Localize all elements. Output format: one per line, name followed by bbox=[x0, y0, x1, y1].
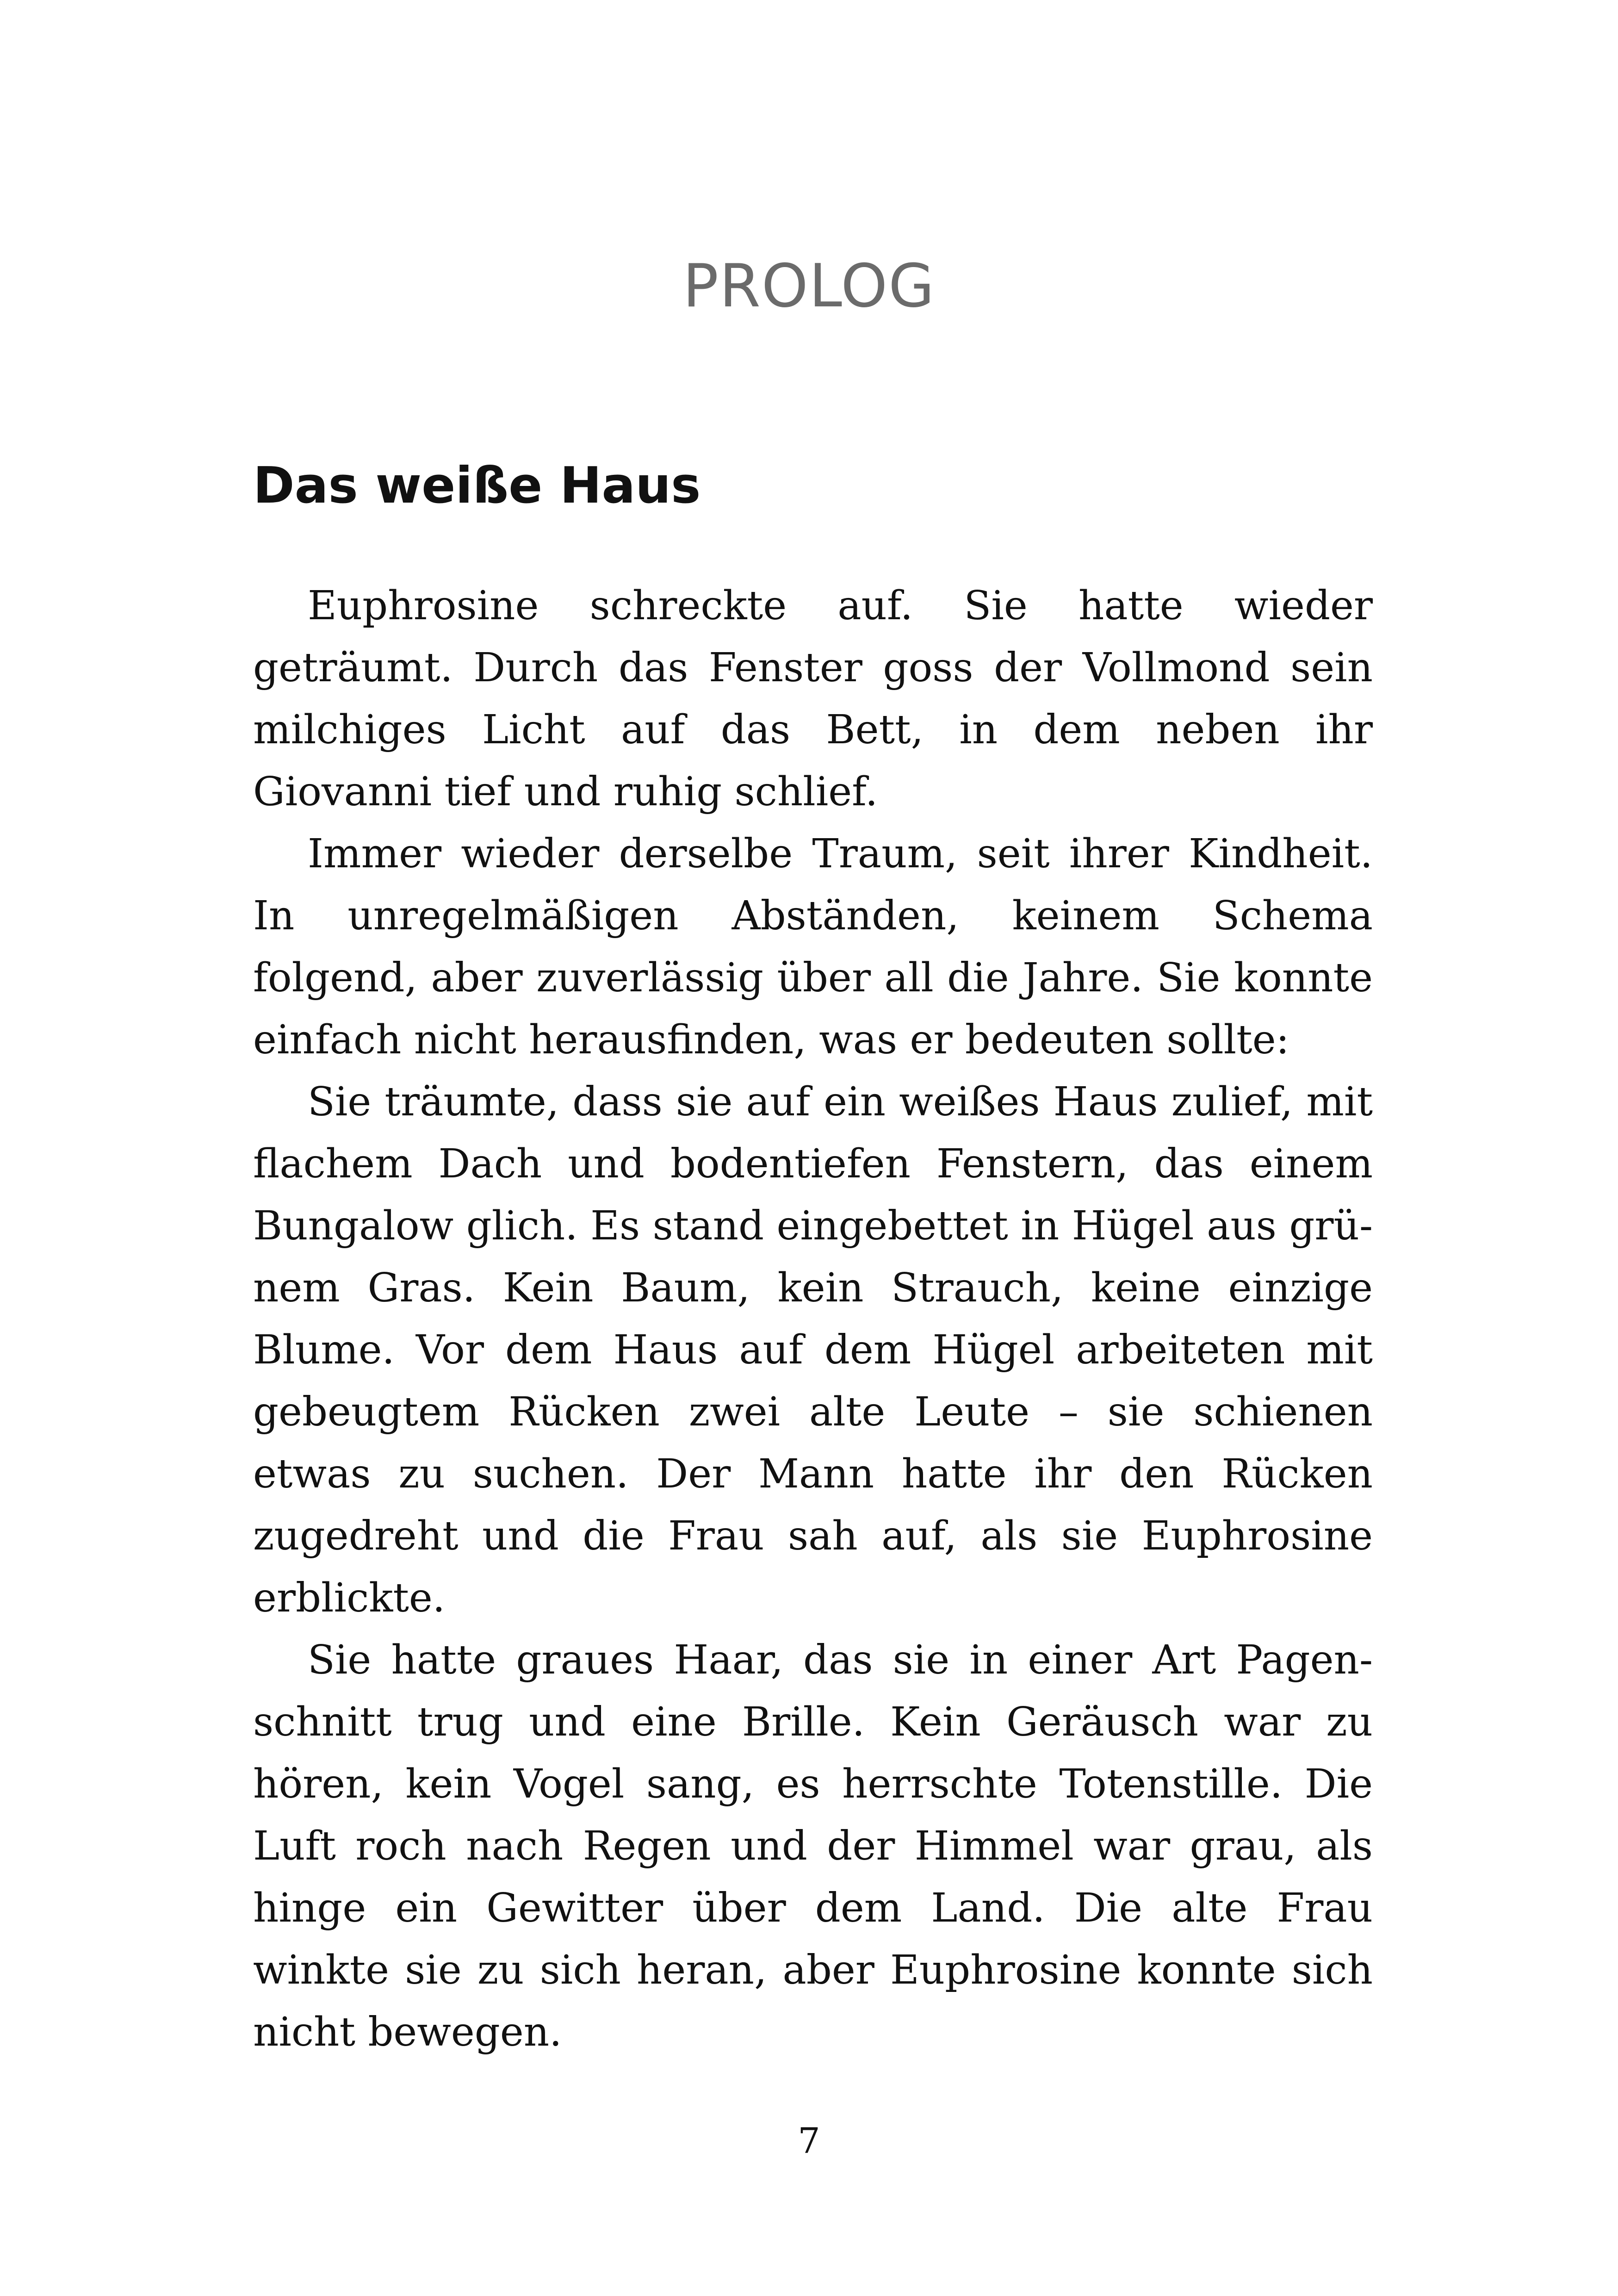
paragraph-1: Euphrosine schreckte auf. Sie hatte wieder geträumt. Durch das Fenster goss der Vollmond sein milchiges Licht auf das Bett, in dem neben ihr Giovanni tief und ruhig schlief. bbox=[253, 583, 1373, 815]
chapter-label: PROLOG bbox=[682, 252, 936, 321]
body-text bbox=[253, 575, 1373, 2063]
section-title: Das weiße Haus bbox=[253, 457, 701, 515]
paragraph-2: Immer wieder derselbe Traum, seit ihrer Kindheit. In unregelmäßigen Abständen, keinem Schema folgend, aber zuverlässig über all die Jahre. Sie konnte einfach nicht herausfinden, was er bedeuten sollte: bbox=[253, 831, 1373, 1063]
paragraph-4: Sie hatte graues Haar, das sie in einer Art Pagenschnitt trug und eine Brille. Kein Geräusch war zu hören, kein Vogel sang, es herrschte Totenstille. Die Luft roch nach Regen und der Himmel war grau, als hinge ein Gewitter über dem Land. Die alte Frau winkte sie zu sich heran, aber Euphrosine konnte sich nicht bewegen. bbox=[253, 1637, 1373, 2055]
paragraph-3: Sie träumte, dass sie auf ein weißes Haus zulief, mit flachem Dach und bodentiefen Fenstern, das einem Bungalow glich. Es stand eingebettet in Hügel aus grünem Gras. Kein Baum, kein Strauch, keine einzige Blume. Vor dem Haus auf dem Hügel arbeiteten mit gebeugtem Rücken zwei alte Leute – sie schienen etwas zu suchen. Der Mann hatte ihr den Rücken zugedreht und die Frau sah auf, als sie Euphrosine erblickte. bbox=[253, 1079, 1373, 1621]
page-number: 7 bbox=[798, 2120, 820, 2161]
